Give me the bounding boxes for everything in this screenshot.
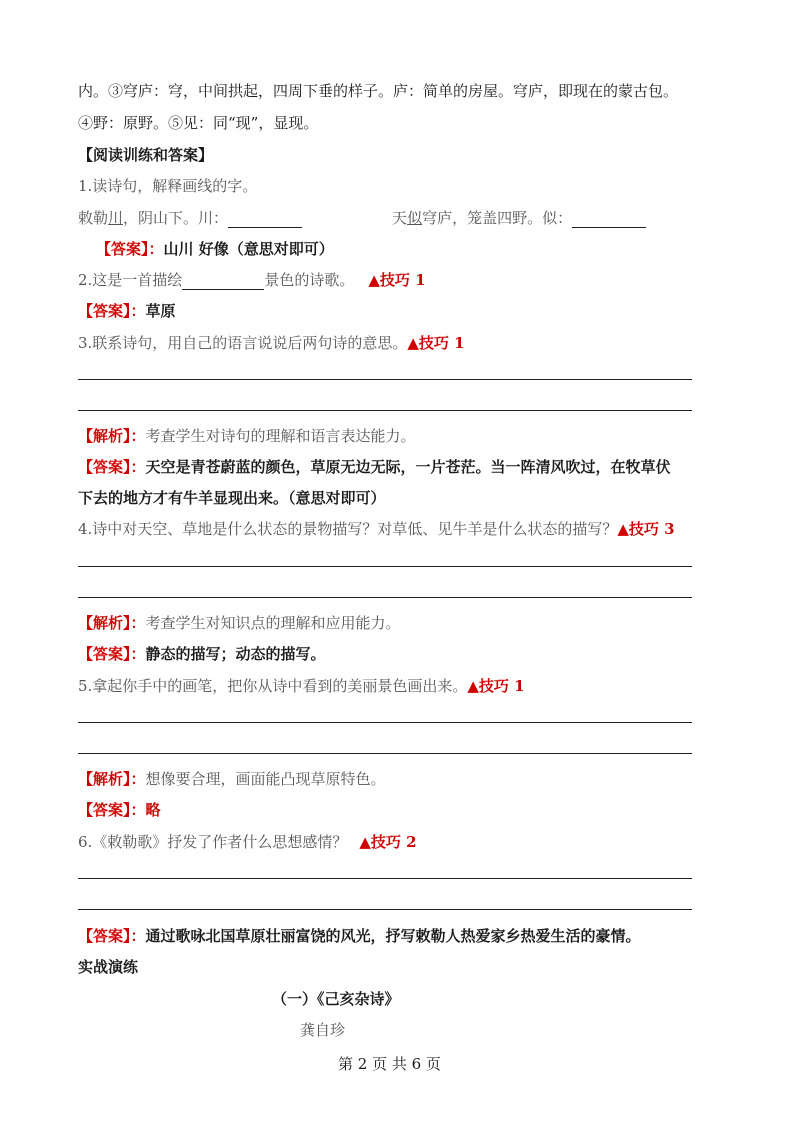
q3-answer bbox=[78, 457, 671, 477]
q5-answer-label: 【答案】： bbox=[78, 801, 146, 819]
q4-answer bbox=[78, 644, 326, 664]
q4-answer-line-2[interactable] bbox=[78, 597, 692, 598]
q4-answer-line-1[interactable] bbox=[78, 566, 692, 567]
q1-answer bbox=[96, 239, 334, 259]
q1-part-b-post: 穹庐，笼盖四野。似： bbox=[422, 209, 573, 227]
q5-prompt bbox=[78, 676, 525, 696]
q1-part-b-underlined: 似 bbox=[407, 209, 423, 227]
q1-part-a-underlined: 川 bbox=[108, 209, 124, 227]
q3-answer-label: 【答案】： bbox=[78, 458, 146, 476]
q3-answer-line-1[interactable] bbox=[78, 379, 692, 380]
q3-prompt-text: 3.联系诗句，用自己的语言说说后两句诗的意思。 bbox=[78, 334, 408, 352]
q5-answer-line-2[interactable] bbox=[78, 753, 692, 754]
q1-part-a-post: ，阴山下。川： bbox=[123, 209, 229, 227]
q2-answer bbox=[78, 301, 176, 321]
q5-analysis-text: 想像要合理，画面能凸现草原特色。 bbox=[145, 770, 386, 788]
q1-part-b-pre: 天 bbox=[392, 209, 408, 227]
q5-answer bbox=[78, 800, 161, 820]
q6-prompt bbox=[78, 832, 417, 852]
q3-prompt bbox=[78, 333, 465, 353]
q6-answer-label: 【答案】： bbox=[78, 927, 146, 945]
poem-title: （一）《己亥杂诗》 bbox=[272, 990, 400, 1008]
q3-answer-text-2: 下去的地方才有牛羊显现出来。（意思对即可） bbox=[78, 489, 386, 507]
q6-answer-line-2[interactable] bbox=[78, 909, 692, 910]
q4-analysis-text: 考查学生对知识点的理解和应用能力。 bbox=[145, 614, 401, 632]
q1-answer-text: 山川 好像（意思对即可） bbox=[163, 240, 334, 258]
q5-answer-text: 略 bbox=[145, 801, 161, 819]
intro-line-2: ④野：原野。⑤见：同“现”，显现。 bbox=[78, 114, 319, 132]
practice-heading: 实战演练 bbox=[78, 958, 139, 976]
page-footer: 第 2 页 共 6 页 bbox=[338, 1055, 441, 1073]
q3-analysis bbox=[78, 426, 416, 446]
q4-prompt bbox=[78, 519, 675, 539]
q4-analysis-label: 【解析】： bbox=[78, 614, 146, 632]
q2-prompt-pre: 2.这是一首描绘 bbox=[78, 271, 183, 289]
q1-prompt: 1.读诗句，解释画线的字。 bbox=[78, 177, 258, 195]
q5-tip: ▲技巧 1 bbox=[467, 677, 525, 695]
q4-tip: ▲技巧 3 bbox=[617, 520, 675, 538]
q4-answer-label: 【答案】： bbox=[78, 645, 146, 663]
q2-tip-marker bbox=[368, 271, 425, 289]
q6-answer-text: 通过歌咏北国草原壮丽富饶的风光，抒写敕勒人热爱家乡热爱生活的豪情。 bbox=[145, 927, 641, 945]
q2-answer-label: 【答案】： bbox=[78, 302, 146, 320]
q6-answer-line-1[interactable] bbox=[78, 878, 692, 879]
q3-analysis-text: 考查学生对诗句的理解和语言表达能力。 bbox=[145, 427, 416, 445]
q1-answer-label: 【答案】： bbox=[96, 240, 164, 258]
q6-tip: ▲技巧 2 bbox=[359, 833, 417, 851]
q5-analysis-label: 【解析】： bbox=[78, 770, 146, 788]
q3-answer-text-1: 天空是青苍蔚蓝的颜色，草原无边无际，一片苍茫。当一阵清风吹过，在牧草伏 bbox=[145, 458, 671, 476]
q1-blank-a[interactable] bbox=[228, 211, 302, 228]
q3-tip: ▲技巧 1 bbox=[407, 334, 465, 352]
section-title: 【阅读训练和答案】 bbox=[78, 146, 214, 164]
q1-blank-b[interactable] bbox=[572, 211, 646, 228]
q3-analysis-label: 【解析】： bbox=[78, 427, 146, 445]
q2-prompt bbox=[78, 270, 426, 290]
intro-line-1: 内。③穹庐：穹，中间拱起，四周下垂的样子。庐：简单的房屋。穹庐，即现在的蒙古包。 bbox=[78, 82, 679, 100]
q1-parts bbox=[78, 208, 646, 228]
q2-prompt-post: 景色的诗歌。 bbox=[264, 271, 355, 289]
q5-analysis bbox=[78, 769, 386, 789]
q4-answer-text: 静态的描写；动态的描写。 bbox=[145, 645, 326, 663]
q6-prompt-text: 6.《敕勒歌》抒发了作者什么思想感情？ bbox=[78, 833, 348, 851]
q4-prompt-text: 4.诗中对天空、草地是什么状态的景物描写？对草低、见牛羊是什么状态的描写？ bbox=[78, 520, 618, 538]
q1-part-a-pre: 敕勒 bbox=[78, 209, 109, 227]
q5-prompt-text: 5.拿起你手中的画笔，把你从诗中看到的美丽景色画出来。 bbox=[78, 677, 468, 695]
q2-tip: ▲技巧 1 bbox=[368, 271, 426, 289]
q2-blank[interactable] bbox=[182, 273, 264, 290]
q2-answer-text: 草原 bbox=[145, 302, 176, 320]
q4-analysis bbox=[78, 613, 401, 633]
q5-answer-line-1[interactable] bbox=[78, 722, 692, 723]
poem-author: 龚自珍 bbox=[300, 1021, 346, 1039]
q3-answer-line-2[interactable] bbox=[78, 410, 692, 411]
q6-answer bbox=[78, 926, 641, 946]
